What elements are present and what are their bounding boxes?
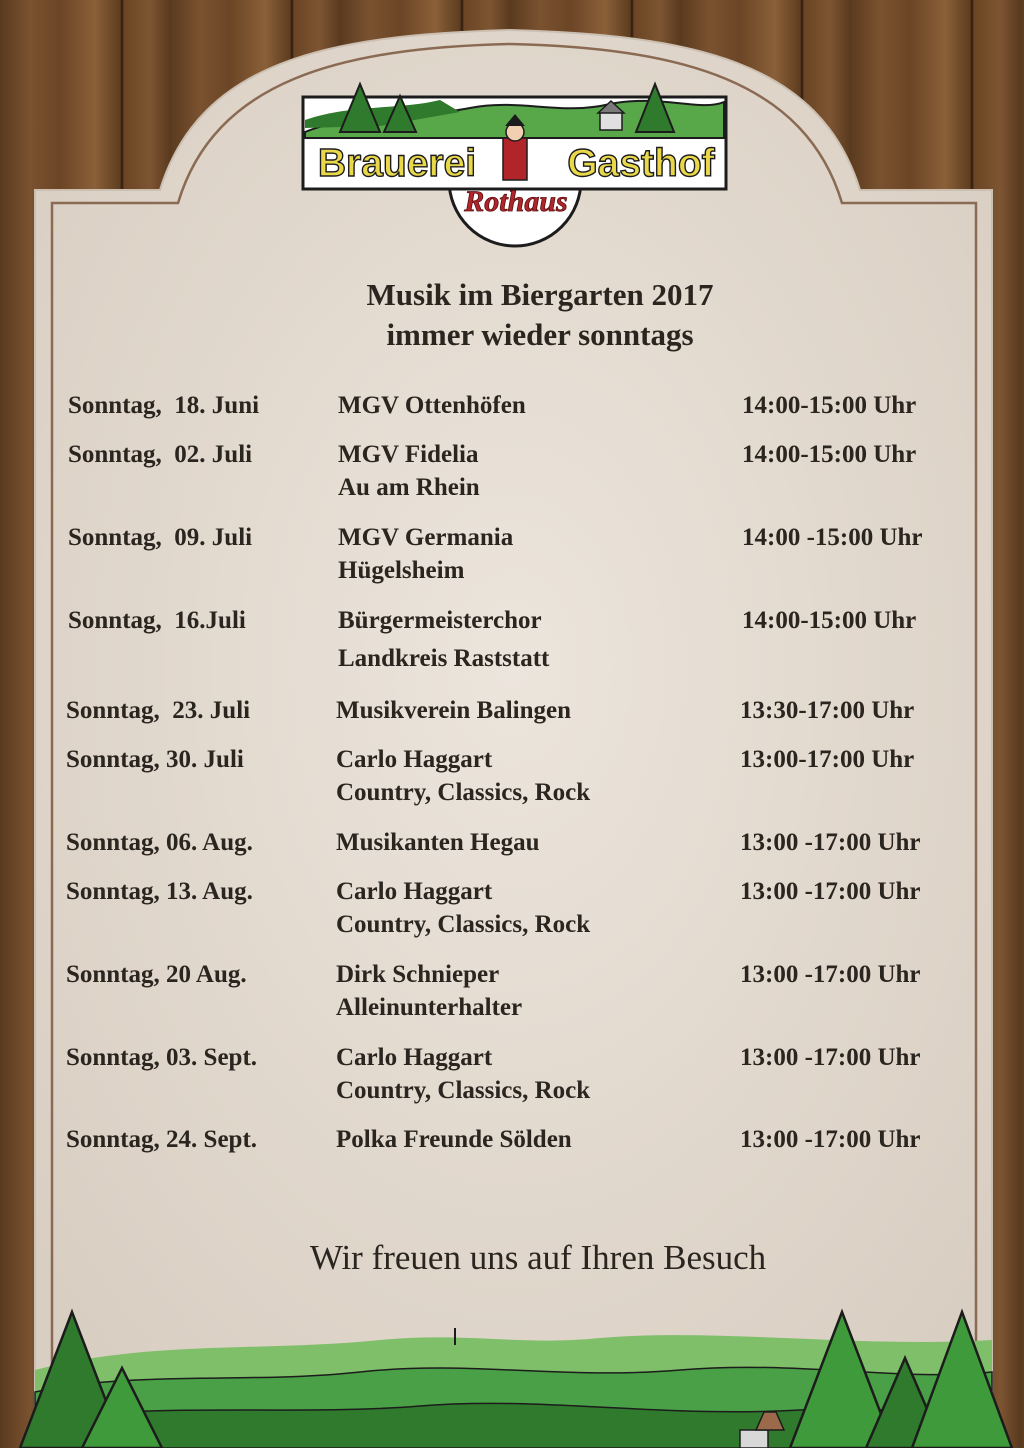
- event-date: Sonntag, 30. Juli: [66, 746, 244, 773]
- event-time: 14:00-15:00 Uhr: [742, 607, 917, 634]
- event-act: MGV Germania: [338, 524, 514, 551]
- event-date: Sonntag, 23. Juli: [66, 697, 251, 724]
- event-act-detail: Country, Classics, Rock: [336, 779, 591, 806]
- event-time: 13:00 -17:00 Uhr: [740, 878, 921, 905]
- event-time: 13:00 -17:00 Uhr: [740, 961, 921, 988]
- event-act-detail: Hügelsheim: [338, 557, 465, 584]
- event-time: 13:00 -17:00 Uhr: [740, 829, 921, 856]
- event-date: Sonntag, 24. Sept.: [66, 1126, 258, 1153]
- event-time: 14:00 -15:00 Uhr: [742, 524, 923, 551]
- event-act: Dirk Schnieper: [336, 961, 500, 988]
- event-date: Sonntag, 13. Aug.: [66, 878, 253, 905]
- event-act: Carlo Haggart: [336, 746, 493, 773]
- logo-word-left: Brauerei: [317, 142, 477, 185]
- logo-word-right: Gasthof: [567, 142, 715, 185]
- event-act: Carlo Haggart: [336, 878, 493, 905]
- title-line-1: Musik im Biergarten 2017: [366, 277, 714, 312]
- event-act: Carlo Haggart: [336, 1044, 493, 1071]
- event-act: MGV Ottenhöfen: [338, 392, 526, 419]
- event-act: Bürgermeisterchor: [338, 607, 542, 634]
- event-act-detail: Alleinunterhalter: [336, 994, 523, 1021]
- event-act-detail: Country, Classics, Rock: [336, 911, 591, 938]
- event-date: Sonntag, 03. Sept.: [66, 1044, 258, 1071]
- event-time: 14:00-15:00 Uhr: [742, 441, 917, 468]
- logo-brand: Rothaus: [464, 185, 568, 218]
- title-line-2: immer wieder sonntags: [386, 317, 694, 352]
- event-act-detail: Landkreis Raststatt: [338, 645, 550, 672]
- event-date: Sonntag, 18. Juni: [68, 392, 260, 419]
- event-act-detail: Au am Rhein: [338, 474, 480, 501]
- event-act: Musikanten Hegau: [336, 829, 540, 856]
- event-date: Sonntag, 09. Juli: [68, 524, 253, 551]
- event-date: Sonntag, 02. Juli: [68, 441, 253, 468]
- event-date: Sonntag, 06. Aug.: [66, 829, 253, 856]
- event-time: 13:30-17:00 Uhr: [740, 697, 915, 724]
- event-time: 13:00 -17:00 Uhr: [740, 1044, 921, 1071]
- event-date: Sonntag, 20 Aug.: [66, 961, 247, 988]
- event-time: 13:00-17:00 Uhr: [740, 746, 915, 773]
- event-act-detail: Country, Classics, Rock: [336, 1077, 591, 1104]
- event-act: MGV Fidelia: [338, 441, 479, 468]
- footer-text: Wir freuen uns auf Ihren Besuch: [309, 1238, 767, 1277]
- event-time: 13:00 -17:00 Uhr: [740, 1126, 921, 1153]
- event-time: 14:00-15:00 Uhr: [742, 392, 917, 419]
- event-act: Polka Freunde Sölden: [336, 1126, 572, 1153]
- event-date: Sonntag, 16.Juli: [68, 607, 246, 634]
- event-act: Musikverein Balingen: [336, 697, 571, 724]
